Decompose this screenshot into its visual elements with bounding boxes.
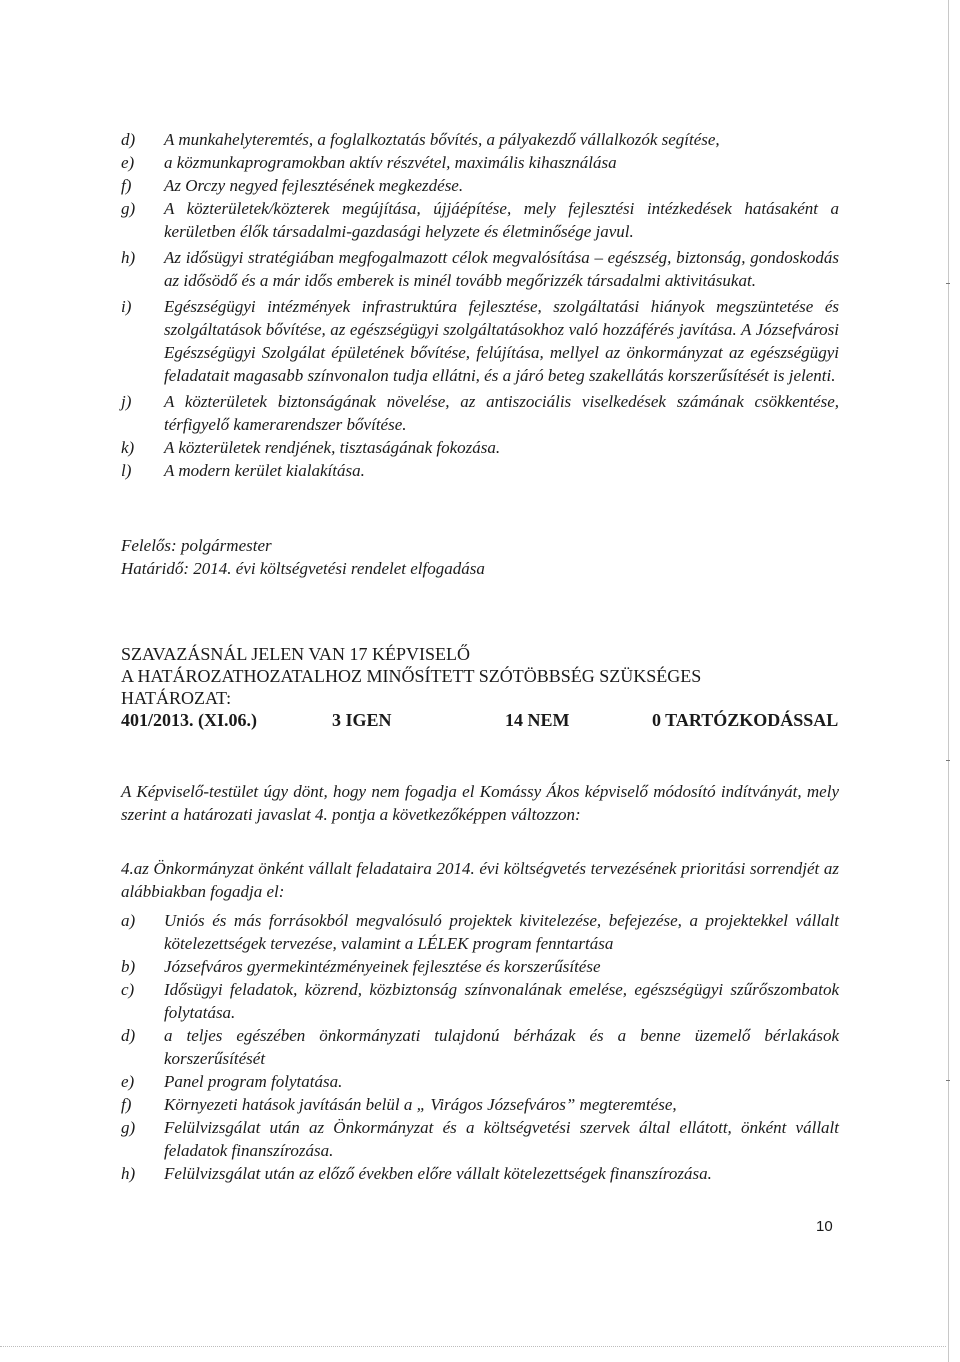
page-number: 10 — [816, 1218, 833, 1235]
list-item — [121, 295, 839, 387]
list-marker: g) — [121, 1118, 136, 1137]
list-item — [121, 151, 839, 174]
bottom-scan-dots — [0, 1346, 946, 1348]
list-item-text: Az Orczy negyed fejlesztésének megkezdése. — [164, 176, 464, 195]
list-item — [121, 436, 839, 459]
list-item-text: Az idősügyi stratégiában megfogalmazott célok megvalósítása – egészség, biztonság, gondoskodás az idősödő és a már idős emberek is minél tovább megőrizzék társadalmi aktivitásukat. — [164, 248, 839, 290]
list-item-text: a teljes egészében önkormányzati tulajdonú bérházak és a benne üzemelő bérlakások korszerűsítését — [164, 1026, 839, 1068]
page-edge-mark — [946, 760, 950, 761]
list-item-text: A közterületek biztonságának növelése, az antiszociális viselkedések számának csökkentése, térfigyelő kamerarendszer bővítése. — [164, 392, 839, 434]
list-item-text: Panel program folytatása. — [164, 1072, 343, 1091]
list-item-text: Józsefváros gyermekintézményeinek fejlesztése és korszerűsítése — [164, 957, 601, 976]
list-marker: c) — [121, 980, 135, 999]
list-item — [121, 909, 839, 955]
majority-requirement-line: A HATÁROZATHOZATALHOZ MINŐSÍTETT SZÓTÖBBSÉG SZÜKSÉGES — [121, 666, 702, 686]
list-item — [121, 978, 839, 1024]
list-marker: g) — [121, 199, 136, 218]
list-item — [121, 1093, 839, 1116]
resolution-number: 401/2013. (XI.06.) — [121, 710, 257, 730]
list-item-text: Felülvizsgálat után az Önkormányzat és a költségvetési szervek által ellátott, önként vállalt feladatok finanszírozása. — [164, 1118, 839, 1160]
priority-list-continued — [121, 128, 839, 482]
list-marker: b) — [121, 957, 136, 976]
list-marker: j) — [121, 392, 132, 411]
list-item-text: A közterületek rendjének, tisztaságának fokozása. — [164, 438, 501, 457]
list-marker: h) — [121, 248, 136, 267]
resolution-label: HATÁROZAT: — [121, 688, 232, 708]
list-marker: f) — [121, 176, 132, 195]
list-item-text: Uniós és más forrásokból megvalósuló projektek kivitelezése, befejezése, a projektekkel vállalt kötelezettségek tervezése, valamint a LÉLEK program fenntartása — [164, 911, 839, 953]
vote-result-row — [121, 710, 861, 732]
list-item-text: Felülvizsgálat után az előző években előre vállalt kötelezettségek finanszírozása. — [164, 1164, 712, 1183]
list-item — [121, 1116, 839, 1162]
decision-text: A Képviselő-testület úgy dönt, hogy nem fogadja el Komássy Ákos képviselő módosító indítványát, mely szerint a határozati javaslat 4. pontja a következőképpen változzon: — [121, 782, 839, 824]
list-marker: l) — [121, 461, 132, 480]
list-item-text: Egészségügyi intézmények infrastruktúra fejlesztése, szolgáltatási hiányok megszüntetése és szolgáltatások bővítése, az egészségügyi szolgáltatásokhoz való hozzáférés javítása. A Józsefvárosi Egészségügyi Szolgálat épületének bővítése, felújítása, mellyel az önkormányzat az egészségügyi feladatait magasabb színvonalon tudja ellátni, és a járó beteg szakellátás korszerűsítését is jelenti. — [164, 297, 839, 385]
proposed-priority-list — [121, 909, 839, 1185]
list-item — [121, 128, 839, 151]
list-item — [121, 246, 839, 292]
list-item — [121, 1070, 839, 1093]
page-edge-line — [948, 0, 949, 1362]
list-item — [121, 390, 839, 436]
list-marker: e) — [121, 153, 135, 172]
list-item — [121, 459, 839, 482]
yes-votes: 3 IGEN — [332, 710, 392, 730]
list-item-text: Idősügyi feladatok, közrend, közbiztonság színvonalának emelése, egészségügyi szűrőszombatok folytatása. — [164, 980, 839, 1022]
list-item-text: a közmunkaprogramokban aktív részvétel, maximális kihasználása — [164, 153, 617, 172]
list-marker: d) — [121, 130, 136, 149]
list-marker: h) — [121, 1164, 136, 1183]
page-edge-mark — [946, 1080, 950, 1081]
responsible-line: Felelős: polgármester — [121, 536, 272, 555]
list-item — [121, 955, 839, 978]
deadline-line: Határidő: 2014. évi költségvetési rendelet elfogadása — [121, 559, 485, 578]
list-item — [121, 197, 839, 243]
list-marker: d) — [121, 1026, 136, 1045]
list-item-text: A modern kerület kialakítása. — [164, 461, 365, 480]
list-marker: i) — [121, 297, 132, 316]
list-marker: e) — [121, 1072, 135, 1091]
responsibility-block — [121, 534, 485, 580]
list-item — [121, 1162, 839, 1185]
list-item — [121, 1024, 839, 1070]
abstain-votes: 0 TARTÓZKODÁSSAL — [652, 710, 839, 730]
list-item-text: A közterületek/közterek megújítása, újjáépítése, mely fejlesztési intézkedések hatásaként a kerületben élők társadalmi-gazdasági helyzete és életminősége javul. — [164, 199, 839, 241]
list-marker: f) — [121, 1095, 132, 1114]
page-edge-mark — [946, 283, 950, 284]
no-votes: 14 NEM — [505, 710, 570, 730]
list-item — [121, 174, 839, 197]
list-item-text: Környezeti hatások javításán belül a „ Virágos Józsefváros” megteremtése, — [164, 1095, 677, 1114]
attendance-line: SZAVAZÁSNÁL JELEN VAN 17 KÉPVISELŐ — [121, 644, 471, 664]
list-item-text: A munkahelyteremtés, a foglalkoztatás bővítés, a pályakezdő vállalkozók segítése, — [164, 130, 720, 149]
point4-intro: 4.az Önkormányzat önként vállalt feladataira 2014. évi költségvetés tervezésének prioritási sorrendjét az alábbiakban fogadja el: — [121, 859, 839, 901]
vote-header — [121, 643, 701, 709]
list-marker: k) — [121, 438, 135, 457]
list-marker: a) — [121, 911, 136, 930]
